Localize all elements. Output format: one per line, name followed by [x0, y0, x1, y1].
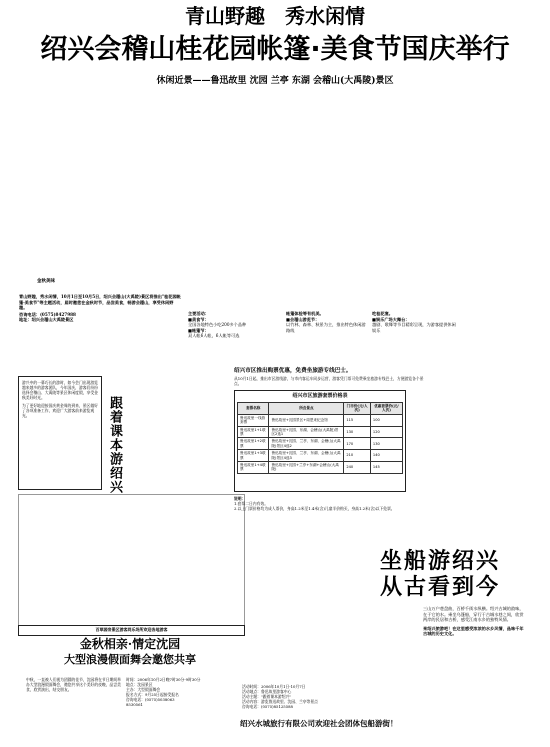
activities-col-3 [372, 311, 458, 333]
table-header: 所含景点 [269, 403, 344, 415]
event-details [126, 677, 221, 707]
table-cell: 170 [344, 438, 371, 450]
table-row [238, 414, 403, 426]
activity-body: 双人帐6人帐，6人帐等可选 [188, 333, 240, 339]
activity-sub: ■帐篷节： [188, 327, 209, 333]
subline: 休闲近景——鲁迅故里 沈园 兰亭 东湖 会稽山(大禹陵)景区 [156, 76, 394, 86]
table-cell: 鲁迅故里+沈园+兰亭+东湖+会稽山(大禹陵) [269, 462, 344, 474]
slogan: 青山野趣 秀水闲情 [185, 4, 365, 28]
photo-caption: 百草园旁景区游客同乐场所欢迎各地游客 [18, 625, 245, 636]
table-notes [234, 496, 424, 511]
activities-col-2 [286, 311, 366, 333]
boat-headline-2: 从古看到今 [380, 574, 501, 600]
activity-body: 以竹林、森林、秋景为主，推出特色休闲游路线 [286, 322, 366, 333]
activity-title: 吃桂花宴。 [372, 311, 393, 316]
table-cell: 鲁迅故里1+1联票 [238, 426, 269, 438]
photo-placeholder [18, 494, 245, 626]
section-label: 金秋美味 [37, 279, 55, 284]
table-row [238, 450, 403, 462]
info-line: 活动时间：2006年10月1日-10月7日 [242, 684, 306, 689]
headline: 绍兴会稽山桂花园帐篷·美食节国庆举行 [40, 34, 510, 65]
boat-headline-1: 坐船游绍兴 [380, 548, 501, 574]
bus-article [234, 368, 424, 386]
info-line: 咨询电话：(0575)85125588 [242, 704, 293, 709]
intro-paragraph [19, 294, 181, 323]
event-organizer: 主办：大型假面舞会 [126, 687, 161, 692]
table-row [238, 462, 403, 474]
note: 1.套票二日内有效。 [234, 501, 268, 506]
ticket-price-table [237, 402, 403, 474]
table-cell: 120 [370, 426, 402, 438]
vertical-slogan: 跟着课本游绍兴 [107, 396, 122, 494]
table-cell: 鲁迅故里+沈园、东湖、会稽山(大禹陵)景区2选1 [269, 426, 344, 438]
activity-sub: ■会稽山游览节： [286, 316, 320, 322]
boat-article-body2: 来绍兴旅游吧！在这里感受浓浓的水乡风情，品味千年古城的历史文化。 [423, 625, 524, 637]
table-cell: 115 [344, 414, 371, 426]
activity-sub: ■美食节： [188, 316, 209, 322]
footer-banner: 绍兴水城旅行有限公司欢迎社会团体包船游街！ [240, 719, 398, 728]
table-cell: 240 [344, 462, 371, 474]
bus-article-intro: 从10月1日起，推出市区游线游，与市内客运车同步运营，游客凭门票可免费乘坐旅游专线巴士，方便游览各个景点。 [234, 376, 424, 386]
activities-col-1 [188, 311, 278, 339]
table-cell: 鲁迅故里1+4联票 [238, 462, 269, 474]
activity-body: 全国各地特色小吃200多个品种 [188, 322, 247, 328]
info-line: 活动内容：游览鲁迅故里、沈园、兰亭等景点 [242, 699, 318, 704]
table-cell: 鲁迅故里一线游套票 [238, 414, 269, 426]
travel-article-tail: 为了更好地迎接国庆黄金周的到来，景区做好了各项准备工作，欢迎广大游客前来游览观光。 [22, 403, 98, 418]
notes-title: 说明： [234, 496, 246, 501]
activity-title: 主要活动： [188, 311, 209, 316]
table-cell: 140 [370, 450, 402, 462]
table-cell: 鲁迅故里+沈园、兰亭、东湖、会稽山(大禹陵)景区4选2 [269, 438, 344, 450]
hotline: 咨询电话：(0575)8427988 [19, 311, 76, 317]
ticket-table-box [234, 390, 406, 492]
event-title-1: 金秋相亲·情定沈园 [79, 637, 181, 651]
event-register: 报名方式：9月25日起接受报名 [126, 692, 179, 697]
activity-body: 越剧、歌舞等节目精彩呈现，为游客提供休闲娱乐 [372, 322, 456, 333]
info-box [242, 684, 417, 709]
boat-article-body: 三山万户巷盘曲，百桥千街水纵横。绍兴古城的韵味，在于它的水。乘坐乌篷船，穿行于古城水巷之间，欣赏两岸的民居和古桥，感受江南水乡的独特风情。 [423, 606, 524, 623]
boat-article [423, 606, 527, 637]
table-title: 绍兴市区旅游套票价格表 [292, 393, 348, 399]
activity-sub: ■娱乐广场大舞台： [372, 316, 410, 322]
table-cell: 鲁迅故里+沈园景区+周恩来纪念馆 [269, 414, 344, 426]
table-row [238, 438, 403, 450]
table-cell: 145 [370, 462, 402, 474]
event-title-2: 大型浪漫假面舞会邀您共享 [64, 653, 196, 666]
table-cell: 130 [370, 438, 402, 450]
note: 2.以上门票价格均为成人票价，身高1.2米至1.4米(含)儿童半价购买，身高1.2米(含)以下免票。 [234, 506, 395, 511]
info-line: 活动主题："跟着课本游绍兴" [242, 694, 292, 699]
table-cell: 130 [344, 426, 371, 438]
address: 地址：绍兴会稽山大禹陵景区 [19, 317, 74, 323]
event-time: 时间：2006年10月2日晚7时30分-9时30分 [126, 677, 201, 682]
info-line: 活动地点：鲁迅故里游客中心 [242, 689, 292, 694]
activity-title: 帐篷体验等有机美。 [286, 311, 324, 316]
table-cell: 鲁迅故里1+2联票 [238, 438, 269, 450]
table-header: 优惠套票价(元/人次) [370, 403, 402, 415]
event-place: 地点：沈园景区 [126, 682, 153, 687]
table-cell: 210 [344, 450, 371, 462]
event-extra: 8530561 [126, 702, 143, 707]
event-body: 中秋，一直被人们视为团圆的佳节，沈园将在节日期间举办大型浪漫假面舞会，邀您共享这个美好的夜晚，品尝美食，欣赏演出，结交朋友。 [26, 677, 121, 692]
event-phone: 咨询电话：(0575)5038063 [126, 697, 175, 702]
table-header: 门市价(元/人次) [344, 403, 371, 415]
table-cell: 鲁迅故里+沈园、兰亭、东湖、会稽山(大禹陵)景区4选3 [269, 450, 344, 462]
table-cell: 100 [370, 414, 402, 426]
intro-text: 青山野趣，秀水闲情，10月1日至10月5日，绍兴会稽山(大禹陵)景区将推出"桂花园帐篷·美食节"等主题活动，届时邀您在金秋时节，品尝美食，畅游会稽山，享受休闲野趣。 [19, 294, 181, 311]
bus-article-title: 绍兴市区推出购票优惠，免费坐旅游专线巴士。 [234, 368, 352, 374]
table-header: 套票名称 [238, 403, 269, 415]
table-cell: 鲁迅故里1+3联票 [238, 450, 269, 462]
travel-article-body: 游兴中的一幕巧长的游时，如今会门出现游览越来越多的游客团队，今年国庆，游客们纷纷选择会稽山、大禹陵等景区休闲度假，享受金秋美好时光。 [22, 380, 98, 400]
table-row [238, 426, 403, 438]
travel-article-box [18, 376, 102, 490]
